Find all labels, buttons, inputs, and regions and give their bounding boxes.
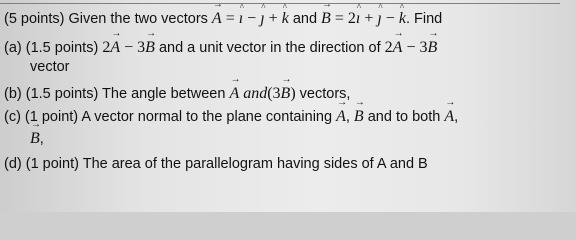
part-b-and: and — [239, 85, 268, 102]
part-c-continuation — [30, 129, 44, 149]
vector-b-symbol: → B — [354, 107, 364, 127]
part-b-suffix: vectors, — [295, 86, 351, 102]
unit-k-symbol: ^ k — [399, 9, 406, 29]
header-and: and — [288, 11, 322, 27]
header-minus-1: − — [243, 10, 261, 27]
part-c-comma-2: , — [454, 109, 459, 125]
header-suffix: . Find — [405, 11, 443, 27]
vector-b-symbol: → B — [427, 38, 437, 58]
part-a-coef-2: 2 — [384, 39, 393, 56]
part-c-and-both: and to both — [363, 109, 445, 125]
vector-a-symbol: → A — [393, 38, 403, 58]
part-c-label: (c) (1 point) A vector normal to the plane containing — [4, 109, 337, 125]
header-minus-2: − — [381, 10, 399, 27]
part-a-label: (a) (1.5 points) — [4, 40, 103, 56]
part-b — [4, 84, 350, 104]
unit-j-symbol: ^ ȷ — [377, 9, 381, 29]
part-b-close: ) — [290, 85, 296, 102]
unit-j-symbol: ^ ȷ — [260, 9, 264, 29]
part-a-continuation: vector — [30, 59, 70, 75]
vector-a-symbol: → A — [229, 84, 239, 104]
unit-k-symbol: ^ k — [282, 9, 289, 29]
top-rule — [0, 3, 560, 4]
header-eq-1: = — [221, 10, 239, 27]
part-a-minus-2: − 3 — [402, 39, 428, 56]
unit-i-symbol: ^ ı — [239, 9, 243, 29]
part-c — [4, 107, 458, 127]
header-plus-1: + — [264, 10, 282, 27]
part-a-middle: and a unit vector in the direction of — [154, 40, 385, 56]
part-c-comma-3: , — [39, 131, 44, 147]
vector-b-symbol: → B — [321, 9, 331, 29]
vector-b-symbol: → B — [281, 84, 291, 104]
part-c-comma: , — [345, 109, 354, 125]
vector-a-symbol: → A — [444, 107, 454, 127]
header-prefix: (5 points) Given the two vectors — [4, 11, 208, 27]
part-a — [4, 38, 437, 58]
vector-a-symbol: → A — [336, 107, 346, 127]
part-b-open: (3 — [267, 85, 281, 102]
vector-a-symbol: → A — [110, 38, 120, 58]
part-a-minus-1: − 3 — [120, 39, 146, 56]
vector-b-symbol: → B — [30, 129, 40, 149]
vector-a-symbol: → A — [212, 9, 222, 29]
problem-header — [4, 9, 442, 29]
part-a-coef-1: 2 — [102, 39, 111, 56]
header-eq-2: = 2 — [330, 10, 356, 27]
vector-b-symbol: → B — [145, 38, 155, 58]
unit-i-symbol: ^ ı — [356, 9, 360, 29]
header-plus-2: + — [360, 10, 378, 27]
part-d: (d) (1 point) The area of the parallelogram having sides of A and B — [4, 156, 428, 172]
part-b-label: (b) (1.5 points) The angle between — [4, 86, 230, 102]
